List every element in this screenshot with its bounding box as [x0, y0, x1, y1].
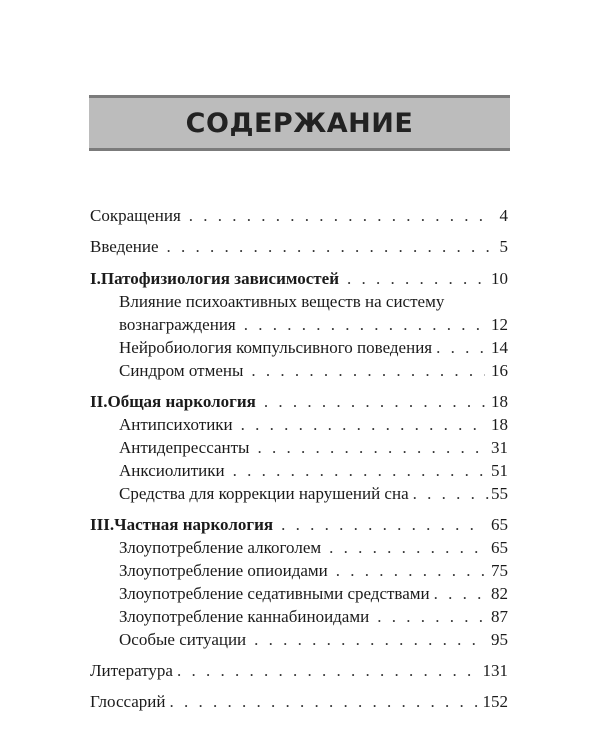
toc-entry-abbreviations[interactable]	[90, 205, 508, 227]
toc-entry-antipsychotics[interactable]	[119, 414, 508, 436]
page-title: СОДЕРЖАНИЕ	[185, 107, 414, 139]
entry-page: 55	[491, 484, 508, 503]
section-label: Патофизиология зависимостей	[100, 269, 339, 288]
entry-label: Влияние психоактивных веществ на систему	[119, 292, 445, 311]
dot-leader	[189, 205, 494, 227]
entry-page: 4	[499, 206, 508, 225]
dot-leader	[264, 391, 485, 413]
entry-label: Сокращения	[90, 206, 181, 225]
entry-label: Анксиолитики	[119, 461, 225, 480]
section-number: II.	[90, 392, 108, 411]
dot-leader	[167, 236, 494, 258]
dot-leader	[336, 560, 485, 582]
entry-label: Злоупотребление каннабиноидами	[119, 607, 370, 626]
entry-page: 87	[491, 607, 508, 626]
toc-entry-glossary[interactable]	[90, 691, 508, 713]
entry-label: Злоупотребление седативными средствами	[119, 584, 430, 603]
toc-section-3[interactable]	[90, 514, 508, 536]
dot-leader	[436, 337, 489, 359]
toc-entry-sedatives[interactable]	[119, 583, 508, 605]
dot-leader	[257, 437, 485, 459]
entry-label: Средства для коррекции нарушений сна	[119, 484, 409, 503]
entry-page: 18	[491, 415, 508, 434]
entry-page: 51	[491, 461, 508, 480]
toc-section-1[interactable]	[90, 268, 508, 290]
entry-label: Глоссарий	[90, 692, 166, 711]
dot-leader	[434, 583, 489, 605]
entry-page: 82	[491, 584, 508, 603]
toc-entry-reward-system[interactable]	[119, 314, 508, 336]
entry-label: Антидепрессанты	[119, 438, 250, 457]
dot-leader	[281, 514, 485, 536]
dot-leader	[177, 660, 481, 682]
entry-page: 95	[491, 630, 508, 649]
section-number: I.	[90, 269, 101, 288]
section-label: Общая наркология	[107, 392, 256, 411]
entry-label: Злоупотребление опиоидами	[119, 561, 328, 580]
toc-entry-cannabinoids[interactable]	[119, 606, 508, 628]
section-label: Частная наркология	[114, 515, 274, 534]
entry-label: Синдром отмены	[119, 361, 244, 380]
dot-leader	[170, 691, 481, 713]
entry-label: Антипсихотики	[119, 415, 233, 434]
entry-page: 131	[482, 661, 508, 680]
entry-page: 65	[491, 538, 508, 557]
entry-label: вознаграждения	[119, 315, 236, 334]
dot-leader	[241, 414, 485, 436]
toc-entry-alcohol[interactable]	[119, 537, 508, 559]
entry-page: 65	[491, 515, 508, 534]
dot-leader	[347, 268, 485, 290]
entry-label: Особые ситуации	[119, 630, 247, 649]
entry-page: 152	[482, 692, 508, 711]
entry-label: Введение	[90, 237, 159, 256]
toc-section-2[interactable]	[90, 391, 508, 413]
entry-label: Злоупотребление алкоголем	[119, 538, 322, 557]
toc-entry-literature[interactable]	[90, 660, 508, 682]
toc-entry-withdrawal[interactable]	[119, 360, 508, 382]
entry-page: 14	[491, 338, 508, 357]
entry-label: Литература	[90, 661, 173, 680]
toc-entry-neurobiology[interactable]	[119, 337, 508, 359]
dot-leader	[244, 314, 485, 336]
title-band	[89, 95, 510, 151]
dot-leader	[254, 629, 485, 651]
dot-leader	[329, 537, 485, 559]
toc-entry-sleep-disorders[interactable]	[119, 483, 508, 505]
entry-page: 10	[491, 269, 508, 288]
dot-leader	[413, 483, 489, 505]
dot-leader	[251, 360, 485, 382]
dot-leader	[233, 460, 485, 482]
toc-entry-special-situations[interactable]	[119, 629, 508, 651]
entry-label: Нейробиология компульсивного поведения	[119, 338, 433, 357]
toc-entry-antidepressants[interactable]	[119, 437, 508, 459]
entry-page: 18	[491, 392, 508, 411]
toc-entry-reward-system-line1[interactable]	[119, 291, 508, 313]
entry-page: 16	[491, 361, 508, 380]
entry-page: 75	[491, 561, 508, 580]
entry-page: 5	[499, 237, 508, 256]
section-number: III.	[90, 515, 115, 534]
toc-entry-opioids[interactable]	[119, 560, 508, 582]
entry-page: 31	[491, 438, 508, 457]
toc-entry-anxiolytics[interactable]	[119, 460, 508, 482]
entry-page: 12	[491, 315, 508, 334]
dot-leader	[377, 606, 485, 628]
toc-entry-introduction[interactable]	[90, 236, 508, 258]
